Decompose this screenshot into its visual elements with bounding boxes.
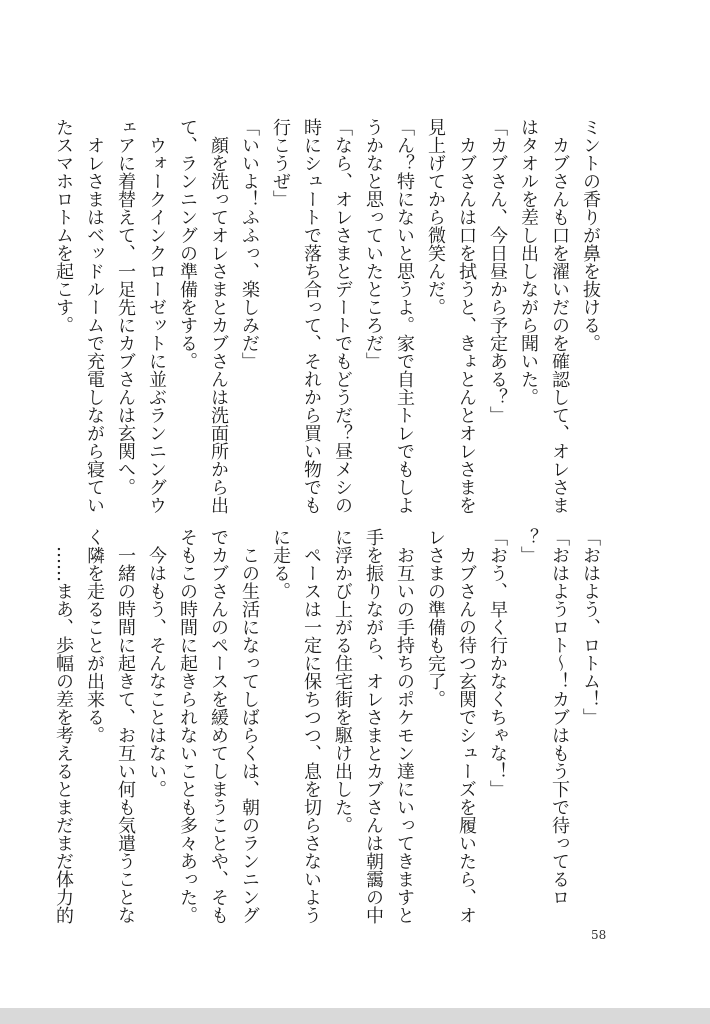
text-line: 「おう、早く行かなくちゃな！」 <box>487 528 508 798</box>
text-line: カブさんは口を拭うと、きょとんとオレさまを <box>456 118 477 514</box>
text-line: お互いの手持ちのポケモン達にいってきますと <box>394 528 415 924</box>
text-line: 「ん？特にないと思うよ。家で自主トレでもしよ <box>394 118 415 514</box>
text-line: 「おはよう、ロトム！」 <box>580 528 601 726</box>
text-line: 一緒の時間に起きて、お互い何も気遣うことな <box>115 528 136 924</box>
text-line: レさまの準備も完了。 <box>425 528 446 708</box>
text-line: 今はもう、そんなことはない。 <box>146 528 167 798</box>
text-line: ウォークインクローゼットに並ぶランニングウ <box>146 118 167 514</box>
text-line: この生活になってしばらくは、朝のランニング <box>239 528 260 924</box>
text-line: く隣を走ることが出来る。 <box>84 528 105 744</box>
text-line: そもこの時間に起きられないことも多々あった。 <box>177 528 198 924</box>
text-line: ？」 <box>518 528 539 564</box>
text-line: うかなと思っていたところだ」 <box>363 118 384 370</box>
page-number: 58 <box>591 928 607 942</box>
text-line: 「なら、オレさまとデートでもどうだ？昼メシの <box>332 118 353 514</box>
text-line: ……まあ、歩幅の差を考えるとまだまだ体力的 <box>53 528 74 924</box>
text-line: 手を振りながら、オレさまとカブさんは朝靄の中 <box>363 528 384 924</box>
text-line: 時にシュートで落ち合って、それから買い物でも <box>301 118 322 514</box>
text-line: ペースは一定に保ちつつ、息を切らさないよう <box>301 528 322 924</box>
text-line: ミントの香りが鼻を抜ける。 <box>580 118 601 352</box>
text-line: 行こうぜ」 <box>270 118 291 208</box>
text-line: 「おはようロト〜！カブはもう下で待ってるロ <box>549 528 570 906</box>
text-line: カブさんも口を濯いだのを確認して、オレさま <box>549 118 570 514</box>
text-line: ェアに着替えて、一足先にカブさんは玄関へ。 <box>115 118 136 496</box>
text-line: カブさんの待つ玄関でシューズを履いたら、オ <box>456 528 477 924</box>
text-block-bottom <box>53 528 606 924</box>
text-line: でカブさんのペースを緩めてしまうことや、そも <box>208 528 229 924</box>
text-line: に浮かび上がる住宅街を駆け出した。 <box>332 528 353 834</box>
text-line: 見上げてから微笑んだ。 <box>425 118 446 316</box>
text-line: たスマホロトムを起こす。 <box>53 118 74 334</box>
text-line: はタオルを差し出しながら聞いた。 <box>518 118 539 406</box>
text-line: に走る。 <box>270 528 291 600</box>
text-line: 「いいよ！ふふっ、楽しみだ」 <box>239 118 260 370</box>
viewer-bottom-strip <box>0 1008 710 1024</box>
text-line: オレさまはベッドルームで充電しながら寝てい <box>84 118 105 514</box>
text-block-top <box>53 118 606 514</box>
text-line: て、ランニングの準備をする。 <box>177 118 198 370</box>
text-line: 顔を洗ってオレさまとカブさんは洗面所から出 <box>208 118 229 514</box>
text-line: 「カブさん、今日昼から予定ある？」 <box>487 118 508 424</box>
